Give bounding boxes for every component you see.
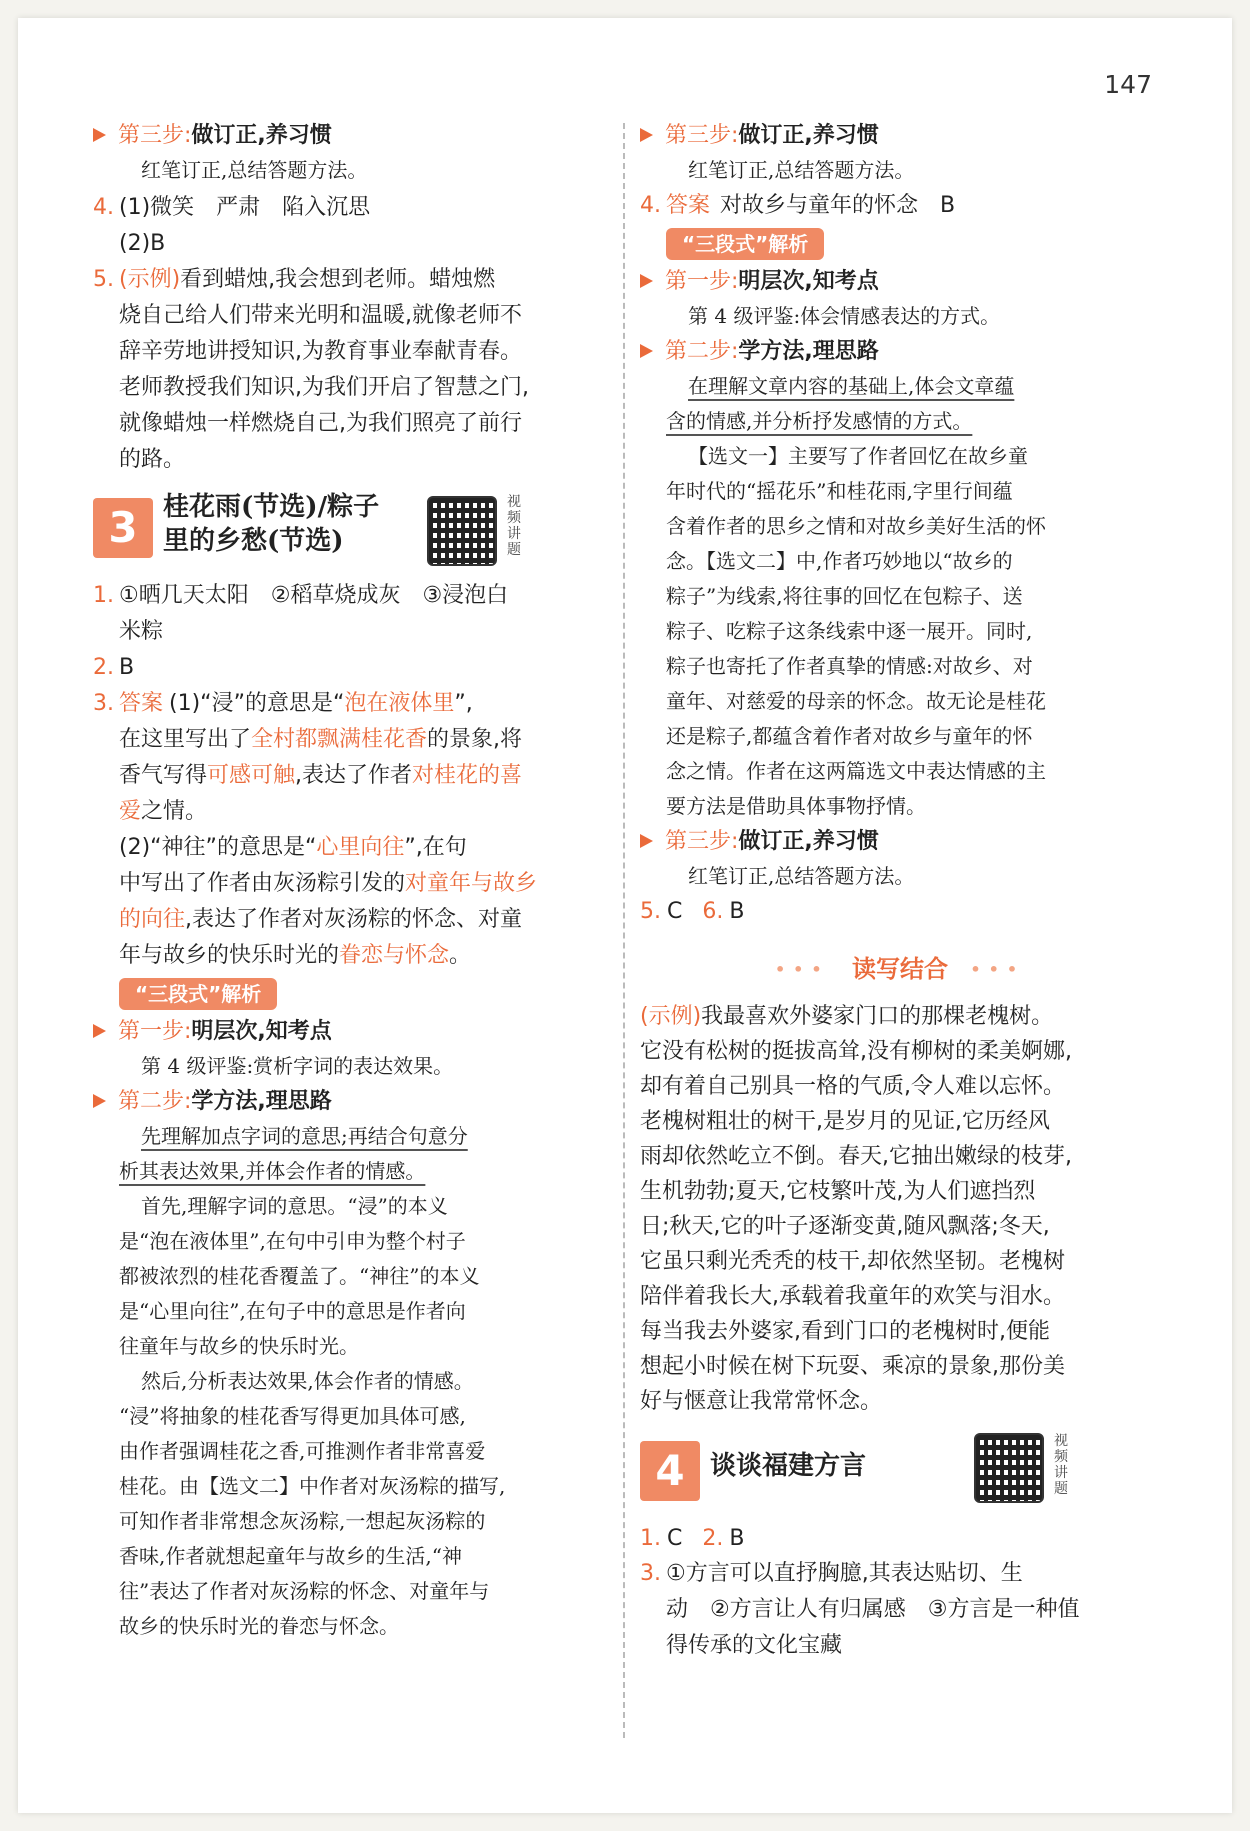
explain-line: 香味,作者就想起童年与故乡的生活,“神: [119, 1544, 462, 1568]
left-column: [93, 118, 613, 1644]
q1-line2: 米粽: [119, 619, 164, 644]
explain-line: 年时代的“摇花乐”和桂花雨,字里行间蕴: [666, 479, 1013, 503]
essay-line: 雨却依然屹立不倒。春天,它抽出嫩绿的枝芽,: [640, 1144, 1072, 1169]
essay-line: 想起小时候在树下玩耍、乘凉的景象,那份美: [640, 1354, 1065, 1379]
explain-line: 桂花。由【选文二】中作者对灰汤粽的描写,: [119, 1474, 506, 1498]
essay-line: 日;秋天,它的叶子逐渐变黄,随风飘落;冬天,: [640, 1214, 1050, 1239]
q3-line: (2)“神往”的意思是“心里向往”,在句: [119, 835, 467, 860]
right-column: [640, 118, 1160, 1664]
arrow-icon: [640, 344, 653, 358]
essay-line: (示例)我最喜欢外婆家门口的那棵老槐树。: [640, 1004, 1054, 1029]
q4-line2: (2)B: [119, 231, 166, 256]
explain-line: 念。【选文二】中,作者巧妙地以“故乡的: [666, 549, 1013, 573]
essay-line: 好与惬意让我常常怀念。: [640, 1389, 883, 1414]
lesson4-header: [640, 1433, 1160, 1513]
essay-line: 它没有松树的挺拔高耸,没有柳树的柔美婀娜,: [640, 1039, 1072, 1064]
step2-underlined: 在理解文章内容的基础上,体会文章蕴: [688, 374, 1015, 398]
step1-text: 第 4 级评鉴:体会情感表达的方式。: [688, 304, 1001, 328]
essay-line: 陪伴着我长大,承载着我童年的欢笑与泪水。: [640, 1284, 1065, 1309]
q3-line: 年与故乡的快乐时光的眷恋与怀念。: [119, 943, 472, 968]
q3-line: 在这里写出了全村都飘满桂花香的景象,将: [119, 727, 523, 752]
arrow-icon: [93, 1024, 106, 1038]
step3-text: 红笔订正,总结答题方法。: [688, 158, 915, 182]
explain-line: 是“泡在液体里”,在句中引申为整个村子: [119, 1229, 466, 1253]
section-title: ••• 读写结合 •••: [774, 955, 1026, 983]
explain-line: 然后,分析表达效果,体会作者的情感。: [141, 1369, 474, 1393]
explain-line: 粽子”为线索,将往事的回忆在包粽子、送: [666, 584, 1023, 608]
q4-line1: 4. (1)微笑 严肃 陷入沉思: [93, 195, 371, 220]
step1-text: 第 4 级评鉴:赏析字词的表达效果。: [141, 1054, 454, 1078]
step3-heading: 第三步:做订正,养习惯: [640, 118, 1160, 153]
page-number: 147: [1104, 70, 1152, 99]
column-divider: [623, 123, 625, 1738]
lesson-number-badge: 4: [640, 1441, 700, 1501]
lesson-number-badge: 3: [93, 498, 153, 558]
arrow-icon: [640, 834, 653, 848]
explain-line: 都被浓烈的桂花香覆盖了。“神往”的本义: [119, 1264, 480, 1288]
essay-line: 生机勃勃;夏天,它枝繁叶茂,为人们遮挡烈: [640, 1179, 1036, 1204]
arrow-icon: [640, 128, 653, 142]
q5-line: 的路。: [119, 447, 186, 472]
step2-underlined: 析其表达效果,并体会作者的情感。: [119, 1159, 426, 1183]
dots-decoration: •••: [774, 960, 830, 979]
lesson-title: 谈谈福建方言: [710, 1451, 867, 1481]
step1-heading: 第一步:明层次,知考点: [640, 264, 1160, 299]
q3-line: 中写出了作者由灰汤粽引发的对童年与故乡: [119, 871, 538, 896]
qr-label: 视频讲题: [1054, 1433, 1068, 1497]
step3b-heading: 第三步:做订正,养习惯: [640, 824, 1160, 859]
explain-line: 由作者强调桂花之香,可推测作者非常喜爱: [119, 1439, 486, 1463]
explain-line: 首先,理解字词的意思。“浸”的本义: [141, 1194, 448, 1218]
explain-line: “浸”将抽象的桂花香写得更加具体可感,: [119, 1404, 466, 1428]
q3-line: 的向往,表达了作者对灰汤粽的怀念、对童: [119, 907, 523, 932]
explain-line: 往”表达了作者对灰汤粽的怀念、对童年与: [119, 1579, 490, 1603]
lesson-title: 桂花雨(节选)/粽子 里的乡愁(节选): [163, 492, 380, 556]
step2-underlined: 含的情感,并分析抒发感情的方式。: [666, 409, 973, 433]
q3-line1: 3. ①方言可以直抒胸臆,其表达贴切、生: [640, 1561, 1023, 1586]
explain-line: 是“心里向往”,在句子中的意思是作者向: [119, 1299, 466, 1323]
qr-label: 视频讲题: [507, 494, 521, 558]
explain-line: 含着作者的思乡之情和对故乡美好生活的怀: [666, 514, 1046, 538]
q5-line: 烧自己给人们带来光明和温暖,就像老师不: [119, 303, 522, 328]
q1-q2-line: 1. C 2. B: [640, 1526, 745, 1551]
step2-heading: 第二步:学方法,理思路: [640, 334, 1160, 369]
q3-line: 动 ②方言让人有归属感 ③方言是一种值: [666, 1597, 1080, 1622]
page: [18, 18, 1232, 1813]
explain-line: 可知作者非常想念灰汤粽,一想起灰汤粽的: [119, 1509, 486, 1533]
step1-heading: 第一步:明层次,知考点: [93, 1014, 613, 1049]
q3-line: 爱之情。: [119, 799, 208, 824]
q2-line: 2. B: [93, 655, 135, 680]
step2-heading: 第二步:学方法,理思路: [93, 1084, 613, 1119]
analysis-pill: “三段式”解析: [119, 978, 277, 1010]
step3-heading: 第三步:做订正,养习惯: [93, 118, 613, 153]
arrow-icon: [93, 1094, 106, 1108]
arrow-icon: [640, 274, 653, 288]
explain-line: 还是粽子,都蕴含着作者对故乡与童年的怀: [666, 724, 1033, 748]
qr-code-icon[interactable]: [974, 1433, 1044, 1503]
qr-code-icon[interactable]: [427, 496, 497, 566]
q3-line: 得传承的文化宝藏: [666, 1633, 843, 1658]
q5-line: 就像蜡烛一样燃烧自己,为我们照亮了前行: [119, 411, 522, 436]
explain-line: 童年、对慈爱的母亲的怀念。故无论是桂花: [666, 689, 1046, 713]
q3-line: 香气写得可感可触,表达了作者对桂花的喜: [119, 763, 523, 788]
q5-line1: 5. (示例)看到蜡烛,我会想到老师。蜡烛燃: [93, 267, 496, 292]
explain-line: 故乡的快乐时光的眷恋与怀念。: [119, 1614, 399, 1638]
q3-line1: 3. 答案 (1)“浸”的意思是“泡在液体里”,: [93, 691, 473, 716]
analysis-pill: “三段式”解析: [666, 228, 824, 260]
explain-line: 粽子也寄托了作者真挚的情感:对故乡、对: [666, 654, 1033, 678]
lesson3-header: [93, 490, 613, 570]
arrow-icon: [93, 128, 106, 142]
dots-decoration: •••: [970, 960, 1026, 979]
q5-line: 老师教授我们知识,为我们开启了智慧之门,: [119, 375, 529, 400]
q4-line: 4. 答案 对故乡与童年的怀念 B: [640, 193, 956, 218]
q5-q6-line: 5. C 6. B: [640, 899, 745, 924]
essay-line: 它虽只剩光秃秃的枝干,却依然坚韧。老槐树: [640, 1249, 1065, 1274]
essay-line: 老槐树粗壮的树干,是岁月的见证,它历经风: [640, 1109, 1050, 1134]
q1-line1: 1. ①晒几天太阳 ②稻草烧成灰 ③浸泡白: [93, 583, 509, 608]
explain-line: 要方法是借助具体事物抒情。: [666, 794, 926, 818]
step2-underlined: 先理解加点字词的意思;再结合句意分: [141, 1124, 468, 1148]
essay-line: 却有着自己别具一格的气质,令人难以忘怀。: [640, 1074, 1065, 1099]
explain-line: 粽子、吃粽子这条线索中逐一展开。同时,: [666, 619, 1033, 643]
step3b-text: 红笔订正,总结答题方法。: [688, 864, 915, 888]
q5-line: 辞辛劳地讲授知识,为教育事业奉献青春。: [119, 339, 522, 364]
essay-line: 每当我去外婆家,看到门口的老槐树时,便能: [640, 1319, 1050, 1344]
step3-text: 红笔订正,总结答题方法。: [141, 158, 368, 182]
explain-line: 【选文一】主要写了作者回忆在故乡童: [688, 444, 1028, 468]
explain-line: 念之情。作者在这两篇选文中表达情感的主: [666, 759, 1046, 783]
explain-line: 往童年与故乡的快乐时光。: [119, 1334, 359, 1358]
